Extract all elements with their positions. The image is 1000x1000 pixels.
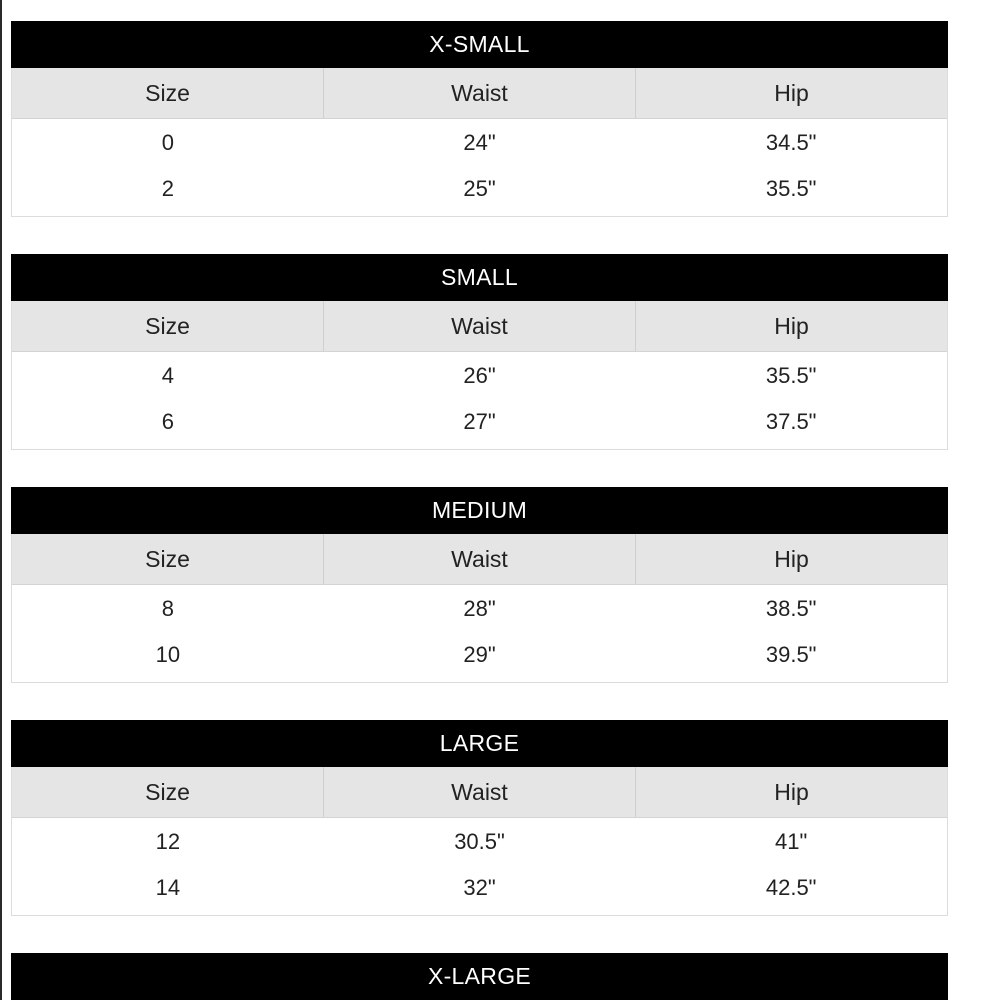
hip-cell: 39.5": [765, 642, 817, 667]
table-row: [12, 399, 947, 445]
hip-cell: 34.5": [765, 130, 817, 155]
hip-cell: 35.5": [765, 176, 817, 201]
header-hip: Hip: [774, 312, 809, 339]
size-cell: 0: [161, 130, 174, 155]
header-row: [12, 301, 947, 352]
table-row: [12, 865, 947, 911]
waist-cell: 28": [463, 596, 496, 621]
hip-cell: 37.5": [765, 409, 817, 434]
header-waist: Waist: [324, 534, 636, 584]
waist-cell: 24": [463, 130, 496, 155]
header-waist: Waist: [324, 301, 636, 351]
size-table-large: [11, 720, 948, 916]
size-table-x-small: [11, 21, 948, 217]
waist-cell: 30.5": [454, 829, 505, 854]
size-cell: 2: [161, 176, 174, 201]
waist-cell: 32": [463, 875, 496, 900]
table-row: [12, 353, 947, 399]
table-row: [12, 632, 947, 678]
header-hip: Hip: [774, 778, 809, 805]
header-waist: Waist: [324, 767, 636, 817]
hip-cell: 38.5": [765, 596, 817, 621]
size-cell: 14: [155, 875, 181, 900]
table-row: [12, 819, 947, 865]
size-cell: 4: [161, 363, 174, 388]
size-cell: 10: [155, 642, 181, 667]
hip-cell: 41": [775, 829, 808, 854]
size-table-small: [11, 254, 948, 450]
waist-cell: 25": [463, 176, 496, 201]
size-table-medium: [11, 487, 948, 683]
table-title: SMALL: [11, 254, 948, 301]
waist-cell: 29": [463, 642, 496, 667]
table-title: X-SMALL: [11, 21, 948, 68]
header-row: [12, 767, 947, 818]
header-waist: Waist: [324, 68, 636, 118]
table-row: [12, 166, 947, 212]
left-border-line: [0, 0, 2, 1000]
waist-cell: 26": [463, 363, 496, 388]
header-row: [12, 534, 947, 585]
hip-cell: 42.5": [765, 875, 817, 900]
size-table-x-large: [11, 953, 948, 1000]
header-row: [12, 68, 947, 119]
waist-cell: 27": [463, 409, 496, 434]
header-size: Size: [12, 767, 324, 817]
table-title: LARGE: [11, 720, 948, 767]
hip-cell: 35.5": [765, 363, 817, 388]
size-cell: 8: [161, 596, 174, 621]
header-hip: Hip: [774, 545, 809, 572]
header-size: Size: [12, 68, 324, 118]
size-cell: 12: [155, 829, 181, 854]
header-hip: Hip: [774, 79, 809, 106]
header-size: Size: [12, 534, 324, 584]
size-cell: 6: [161, 409, 174, 434]
table-title: MEDIUM: [11, 487, 948, 534]
table-title: X-LARGE: [11, 953, 948, 1000]
header-size: Size: [12, 301, 324, 351]
table-row: [12, 586, 947, 632]
table-row: [12, 120, 947, 166]
